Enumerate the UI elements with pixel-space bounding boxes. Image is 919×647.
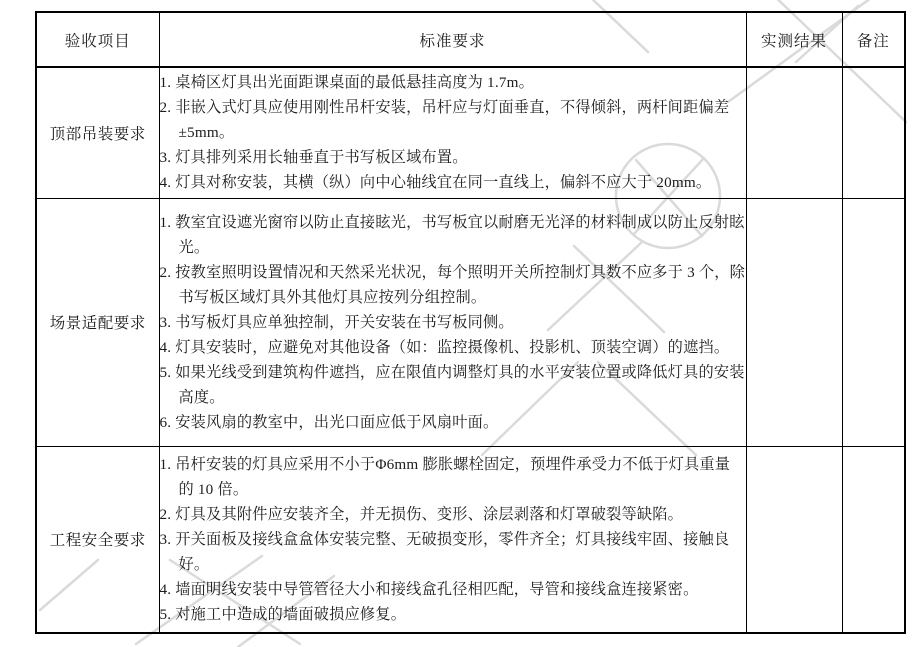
requirement-line: 3. 灯具排列采用长轴垂直于书写板区域布置。 bbox=[159, 149, 468, 167]
measured-result-cell[interactable] bbox=[746, 446, 842, 633]
requirements-cell bbox=[159, 198, 746, 446]
row-label-engineering-safety: 工程安全要求 bbox=[36, 446, 159, 633]
requirement-line: 4. 灯具对称安装，其横（纵）向中心轴线宜在同一直线上，偏斜不应大于 20mm。 bbox=[159, 174, 712, 192]
measured-result-cell[interactable] bbox=[746, 67, 842, 198]
header-measured-result: 实测结果 bbox=[746, 12, 842, 67]
header-standard-requirement: 标准要求 bbox=[159, 12, 746, 67]
remark-cell[interactable] bbox=[842, 67, 905, 198]
measured-result-cell[interactable] bbox=[746, 198, 842, 446]
header-row bbox=[36, 12, 905, 67]
header-acceptance-item: 验收项目 bbox=[36, 12, 159, 67]
requirement-line: 4. 灯具安装时，应避免对其他设备（如：监控摄像机、投影机、顶装空调）的遮挡。 bbox=[159, 338, 730, 356]
remark-cell[interactable] bbox=[842, 446, 905, 633]
row-label-top-hanging: 顶部吊装要求 bbox=[36, 67, 159, 198]
requirement-line: 5. 如果光线受到建筑构件遮挡，应在限值内调整灯具的水平安装位置或降低灯具的安装高度。 bbox=[159, 363, 745, 406]
acceptance-table bbox=[35, 11, 906, 634]
requirement-line: 2. 非嵌入式灯具应使用刚性吊杆安装，吊杆应与灯面垂直，不得倾斜，两杆间距偏差±5mm。 bbox=[159, 99, 730, 142]
requirements-cell bbox=[159, 446, 746, 633]
table-row-engineering-safety bbox=[36, 446, 905, 633]
requirement-line: 2. 灯具及其附件应安装齐全，并无损伤、变形、涂层剥落和灯罩破裂等缺陷。 bbox=[159, 505, 684, 523]
requirement-line: 1. 吊杆安装的灯具应采用不小于Φ6mm 膨胀螺栓固定，预埋件承受力不低于灯具重量的 10 倍。 bbox=[159, 455, 731, 498]
table-row-scene-adaptation bbox=[36, 198, 905, 446]
requirement-line: 3. 书写板灯具应单独控制，开关安装在书写板同侧。 bbox=[159, 313, 514, 331]
table-row-top-hanging bbox=[36, 67, 905, 198]
requirement-line: 1. 桌椅区灯具出光面距课桌面的最低悬挂高度为 1.7m。 bbox=[159, 74, 535, 92]
header-remark: 备注 bbox=[842, 12, 905, 67]
requirements-cell bbox=[159, 67, 746, 198]
remark-cell[interactable] bbox=[842, 198, 905, 446]
requirement-line: 4. 墙面明线安装中导管管径大小和接线盒孔径相匹配，导管和接线盒连接紧密。 bbox=[159, 580, 699, 598]
requirement-line: 3. 开关面板及接线盒盒体安装完整、无破损变形，零件齐全；灯具接线牢固、接触良好。 bbox=[159, 530, 730, 573]
requirement-line: 6. 安装风扇的教室中，出光口面应低于风扇叶面。 bbox=[159, 413, 499, 431]
requirement-line: 2. 按教室照明设置情况和天然采光状况，每个照明开关所控制灯具数不应多于 3 个，除书写板区域灯具外其他灯具应按列分组控制。 bbox=[159, 263, 746, 306]
requirement-line: 5. 对施工中造成的墙面破损应修复。 bbox=[159, 605, 407, 623]
row-label-scene-adaptation: 场景适配要求 bbox=[36, 198, 159, 446]
requirement-line: 1. 教室宜设遮光窗帘以防止直接眩光，书写板宜以耐磨无光泽的材料制成以防止反射眩光。 bbox=[159, 213, 745, 256]
